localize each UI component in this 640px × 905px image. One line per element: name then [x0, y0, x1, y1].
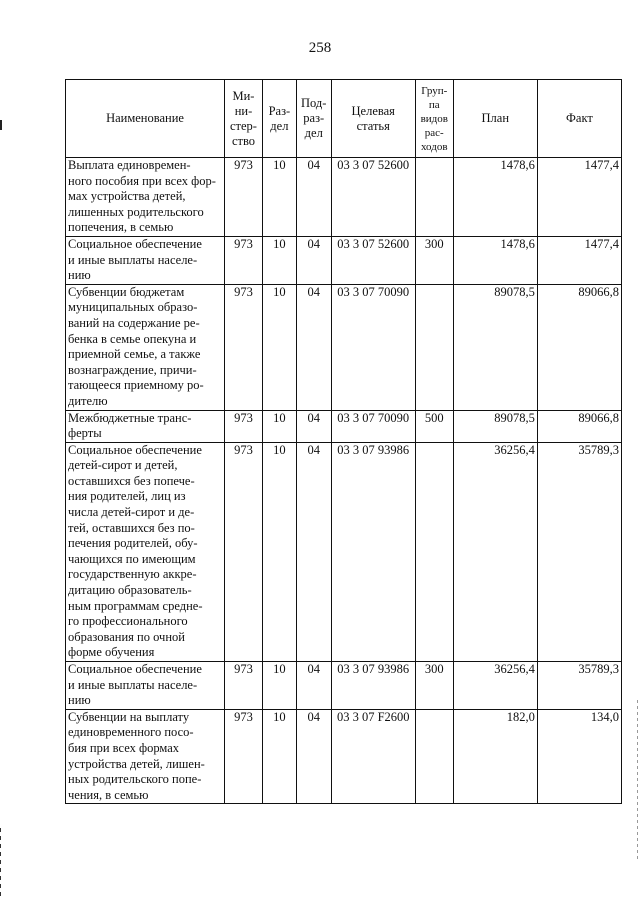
cell-target: 03 3 07 93986: [331, 442, 415, 661]
cell-expense-group: [415, 709, 453, 804]
cell-subsection: 04: [296, 709, 331, 804]
budget-table: [65, 79, 622, 804]
table-row: [66, 662, 622, 710]
header-expense-group: Груп- па видов рас- ходов: [415, 80, 453, 158]
cell-name: Межбюджетные транс- ферты: [66, 410, 225, 442]
cell-name: Субвенции бюджетам муниципальных образо- ваний на содержание ре- бенка в семье опекуна и приемной семье, а также вознаграждение, причи- тающееся приемному ро- дителю: [66, 284, 225, 410]
cell-plan: 89078,5: [453, 284, 537, 410]
scan-edge: [637, 700, 638, 860]
table-row: [66, 442, 622, 661]
cell-section: 10: [262, 662, 296, 710]
cell-target: 03 3 07 F2600: [331, 709, 415, 804]
cell-target: 03 3 07 70090: [331, 410, 415, 442]
cell-plan: 182,0: [453, 709, 537, 804]
cell-subsection: 04: [296, 158, 331, 237]
cell-expense-group: [415, 158, 453, 237]
header-plan: План: [453, 80, 537, 158]
cell-fact: 35789,3: [537, 662, 621, 710]
header-target: Целевая статья: [331, 80, 415, 158]
table-row: [66, 236, 622, 284]
cell-subsection: 04: [296, 442, 331, 661]
cell-section: 10: [262, 442, 296, 661]
cell-ministry: 973: [225, 442, 263, 661]
table-row: [66, 284, 622, 410]
cell-plan: 1478,6: [453, 236, 537, 284]
scan-mark: [0, 120, 2, 130]
cell-expense-group: 300: [415, 236, 453, 284]
page-number: 258: [308, 40, 332, 56]
header-subsection: Под- раз- дел: [296, 80, 331, 158]
cell-plan: 36256,4: [453, 662, 537, 710]
cell-target: 03 3 07 70090: [331, 284, 415, 410]
cell-section: 10: [262, 236, 296, 284]
cell-plan: 89078,5: [453, 410, 537, 442]
cell-section: 10: [262, 709, 296, 804]
cell-name: Выплата единовремен- ного пособия при всех фор- мах устройства детей, лишенных родительского попечения, в семью: [66, 158, 225, 237]
cell-name: Социальное обеспечение и иные выплаты населе- нию: [66, 662, 225, 710]
cell-subsection: 04: [296, 284, 331, 410]
header-ministry: Ми- ни- стер- ство: [225, 80, 263, 158]
cell-fact: 35789,3: [537, 442, 621, 661]
cell-subsection: 04: [296, 662, 331, 710]
cell-subsection: 04: [296, 410, 331, 442]
cell-fact: 134,0: [537, 709, 621, 804]
cell-target: 03 3 07 93986: [331, 662, 415, 710]
cell-fact: 89066,8: [537, 410, 621, 442]
cell-name: Социальное обеспечение детей-сирот и детей, оставшихся без попече- ния родителей, лиц из числа детей-сирот и де- тей, оставшихся без по- печения родителей, обу- чающихся по имеющим государственную аккре- дитацию образователь- ным программам средне- го профессионального образования по очной форме обучения: [66, 442, 225, 661]
cell-section: 10: [262, 410, 296, 442]
cell-target: 03 3 07 52600: [331, 158, 415, 237]
cell-expense-group: 500: [415, 410, 453, 442]
table-row: [66, 158, 622, 237]
cell-plan: 36256,4: [453, 442, 537, 661]
cell-ministry: 973: [225, 236, 263, 284]
header-section: Раз- дел: [262, 80, 296, 158]
cell-fact: 1477,4: [537, 236, 621, 284]
header-fact: Факт: [537, 80, 621, 158]
scan-mark: [0, 828, 1, 898]
cell-ministry: 973: [225, 709, 263, 804]
cell-name: Субвенции на выплату единовременного посо- бия при всех формах устройства детей, лишен- ных родительского попе- чения, в семью: [66, 709, 225, 804]
cell-ministry: 973: [225, 158, 263, 237]
cell-subsection: 04: [296, 236, 331, 284]
cell-ministry: 973: [225, 410, 263, 442]
cell-section: 10: [262, 284, 296, 410]
cell-ministry: 973: [225, 662, 263, 710]
cell-target: 03 3 07 52600: [331, 236, 415, 284]
cell-section: 10: [262, 158, 296, 237]
cell-plan: 1478,6: [453, 158, 537, 237]
cell-fact: 1477,4: [537, 158, 621, 237]
cell-fact: 89066,8: [537, 284, 621, 410]
header-row: [66, 80, 622, 158]
cell-ministry: 973: [225, 284, 263, 410]
cell-expense-group: 300: [415, 662, 453, 710]
cell-expense-group: [415, 442, 453, 661]
header-name: Наименование: [66, 80, 225, 158]
cell-expense-group: [415, 284, 453, 410]
table-row: [66, 709, 622, 804]
cell-name: Социальное обеспечение и иные выплаты населе- нию: [66, 236, 225, 284]
table-row: [66, 410, 622, 442]
